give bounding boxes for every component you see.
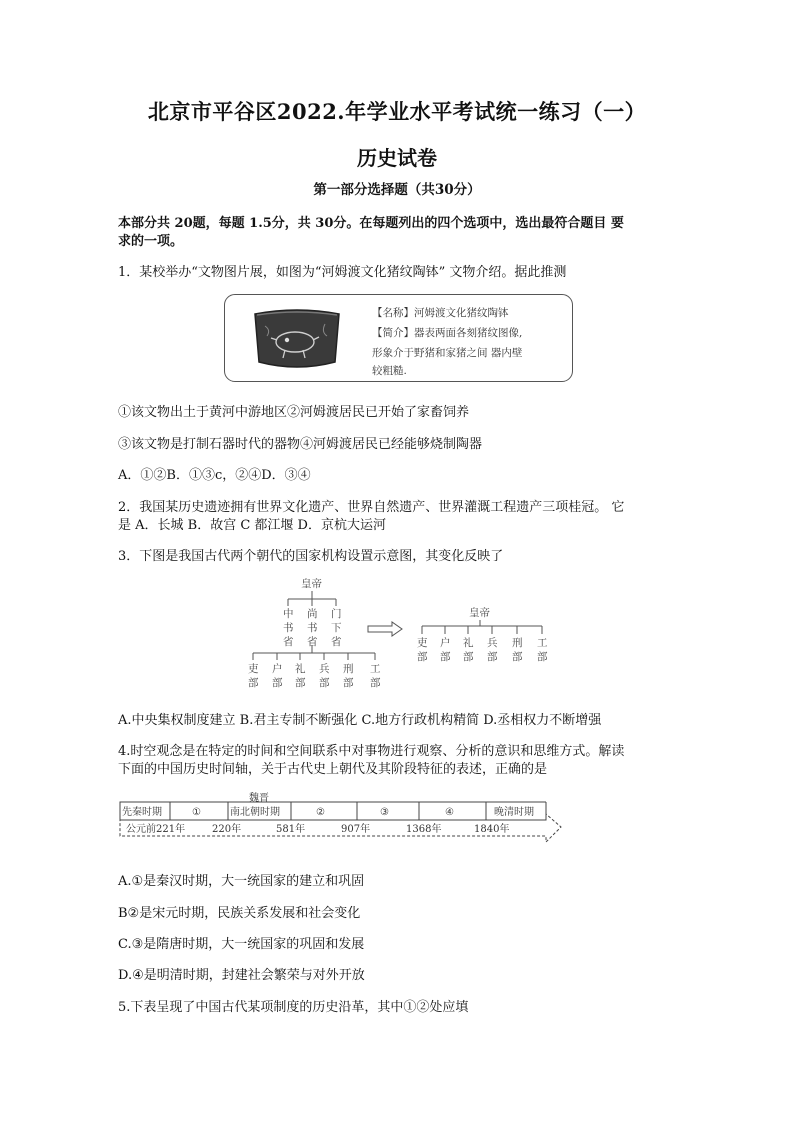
pottery-bowl-image bbox=[251, 306, 343, 372]
timeline-slot-4: ④ bbox=[445, 807, 454, 818]
svg-text:部: 部 bbox=[248, 677, 259, 689]
svg-text:书: 书 bbox=[307, 622, 318, 634]
q1-statement-1: ①该文物出土于黄河中游地区②河姆渡居民已开始了家畜饲养 bbox=[118, 405, 470, 420]
svg-text:户: 户 bbox=[440, 637, 451, 649]
svg-text:刑: 刑 bbox=[512, 637, 523, 649]
right-ministry-justice bbox=[512, 636, 523, 663]
q4-line2: 下面的中国历史时间轴，关于古代史上朝代及其阶段特征的表述，正确的是 bbox=[118, 762, 548, 777]
left-ministry-justice bbox=[343, 662, 354, 689]
card-desc-line-end: 较粗糙. bbox=[372, 365, 407, 377]
svg-text:工: 工 bbox=[537, 637, 548, 649]
svg-text:门: 门 bbox=[331, 608, 342, 620]
section-heading: 第一部分选择题（共30分） bbox=[313, 182, 481, 198]
svg-text:吏: 吏 bbox=[417, 637, 428, 649]
q2-line2: 是 A．长城 B．故宫 C 都江堰 D．京杭大运河 bbox=[118, 518, 386, 533]
q3-options: A.中央集权制度建立 B.君主专制不断强化 C.地方行政机构精简 D.丞相权力不断增强 bbox=[118, 713, 602, 728]
year-581: 581年 bbox=[276, 824, 306, 835]
svg-text:吏: 吏 bbox=[248, 663, 259, 675]
left-emperor-label: 皇帝 bbox=[301, 578, 322, 590]
right-ministry-war bbox=[487, 636, 498, 663]
right-ministry-revenue bbox=[440, 636, 451, 663]
svg-text:刑: 刑 bbox=[343, 663, 354, 675]
q1-statement-2: ③该文物是打制石器时代的器物④河姆渡居民已经能够烧制陶器 bbox=[118, 437, 483, 452]
card-desc-line: 形象介于野猪和家猪之间 器内壁 bbox=[372, 347, 523, 359]
instructions-line2: 求的一项。 bbox=[118, 234, 184, 249]
year-220: 220年 bbox=[212, 824, 242, 835]
svg-text:书: 书 bbox=[283, 622, 294, 634]
svg-text:部: 部 bbox=[487, 651, 498, 663]
q1-stem: 1．某校举办“文物图片展，如图为“河姆渡文化猪纹陶钵” 文物介绍。据此推测 bbox=[118, 265, 567, 280]
svg-text:部: 部 bbox=[272, 677, 283, 689]
svg-text:中: 中 bbox=[283, 608, 294, 620]
left-ministry-personnel bbox=[248, 662, 259, 689]
card-intro-line: 【简介】器表两面各刻猪纹图像, bbox=[372, 327, 523, 339]
page-title: 北京市平谷区2022.年学业水平考试统一练习（一） bbox=[147, 99, 647, 124]
right-emperor-label: 皇帝 bbox=[469, 607, 490, 619]
left-ministry-rites bbox=[295, 662, 306, 689]
svg-text:省: 省 bbox=[283, 636, 294, 648]
svg-text:部: 部 bbox=[370, 677, 381, 689]
svg-text:下: 下 bbox=[331, 622, 342, 634]
year-221bc: 公元前221年 bbox=[126, 824, 186, 835]
q3-stem: 3．下图是我国古代两个朝代的国家机构设置示意图，其变化反映了 bbox=[118, 549, 504, 564]
government-structure-diagram bbox=[240, 574, 560, 694]
left-central-secretariat bbox=[283, 607, 294, 648]
svg-text:兵: 兵 bbox=[487, 637, 498, 649]
timeline-slot-3: ③ bbox=[380, 807, 389, 818]
right-ministry-works bbox=[537, 637, 548, 663]
svg-text:部: 部 bbox=[343, 677, 354, 689]
timeline-late-qing: 晚清时期 bbox=[494, 807, 534, 818]
year-907: 907年 bbox=[341, 824, 371, 835]
q1-options: A．①②B．①③c，②④D．③④ bbox=[118, 468, 311, 483]
right-ministry-rites bbox=[463, 636, 474, 663]
left-ministry-war bbox=[319, 662, 330, 689]
right-ministry-personnel bbox=[417, 636, 428, 663]
svg-text:部: 部 bbox=[537, 651, 548, 663]
svg-text:礼: 礼 bbox=[295, 663, 306, 675]
q2-line1: 2．我国某历史遗迹拥有世界文化遗产、世界自然遗产、世界灌溉工程遗产三项桂冠。 它 bbox=[118, 500, 625, 515]
svg-text:省: 省 bbox=[331, 636, 342, 648]
left-ministry-works bbox=[370, 663, 381, 689]
q5-stem: 5.下表呈现了中国古代某项制度的历史沿革，其中①②处应填 bbox=[118, 1000, 469, 1015]
svg-text:部: 部 bbox=[512, 651, 523, 663]
timeline-slot-2: ② bbox=[316, 807, 325, 818]
left-ministry-revenue bbox=[272, 662, 283, 689]
left-chancellery bbox=[331, 607, 342, 648]
left-department-of-state-affairs bbox=[307, 607, 318, 648]
history-timeline bbox=[118, 790, 568, 854]
svg-text:部: 部 bbox=[319, 677, 330, 689]
svg-text:省: 省 bbox=[307, 636, 318, 648]
instructions-line1: 本部分共 20题，每题 1.5分，共 30分。在每题列出的四个选项中，选出最符合题目 要 bbox=[118, 216, 624, 231]
svg-text:兵: 兵 bbox=[319, 663, 330, 675]
q4-option-c: C.③是隋唐时期，大一统国家的巩固和发展 bbox=[118, 937, 365, 952]
timeline-pre-qin: 先秦时期 bbox=[122, 807, 162, 818]
timeline-wei-jin: 魏晋 bbox=[249, 793, 269, 804]
year-1368: 1368年 bbox=[406, 824, 442, 835]
svg-text:部: 部 bbox=[463, 651, 474, 663]
timeline-slot-1: ① bbox=[192, 807, 201, 818]
q4-line1: 4.时空观念是在特定的时间和空间联系中对事物进行观察、分析的意识和思维方式。解读 bbox=[118, 744, 625, 759]
svg-text:部: 部 bbox=[417, 651, 428, 663]
year-1840: 1840年 bbox=[474, 824, 510, 835]
svg-text:礼: 礼 bbox=[463, 637, 474, 649]
q4-option-a: A.①是秦汉时期，大一统国家的建立和巩固 bbox=[118, 874, 365, 889]
svg-text:部: 部 bbox=[440, 651, 451, 663]
card-name-line: 【名称】河姆渡文化猪纹陶钵 bbox=[372, 307, 509, 319]
timeline-southern-northern: 南北朝时期 bbox=[230, 807, 280, 818]
artifact-card bbox=[224, 294, 573, 382]
transition-arrow-icon bbox=[368, 622, 402, 636]
svg-text:部: 部 bbox=[295, 677, 306, 689]
q4-option-b: B②是宋元时期，民族关系发展和社会变化 bbox=[118, 906, 361, 921]
svg-text:户: 户 bbox=[272, 663, 283, 675]
svg-text:尚: 尚 bbox=[307, 608, 318, 620]
svg-text:工: 工 bbox=[370, 663, 381, 675]
q4-option-d: D.④是明清时期，封建社会繁荣与对外开放 bbox=[118, 968, 365, 983]
exam-subtitle: 历史试卷 bbox=[357, 146, 437, 170]
